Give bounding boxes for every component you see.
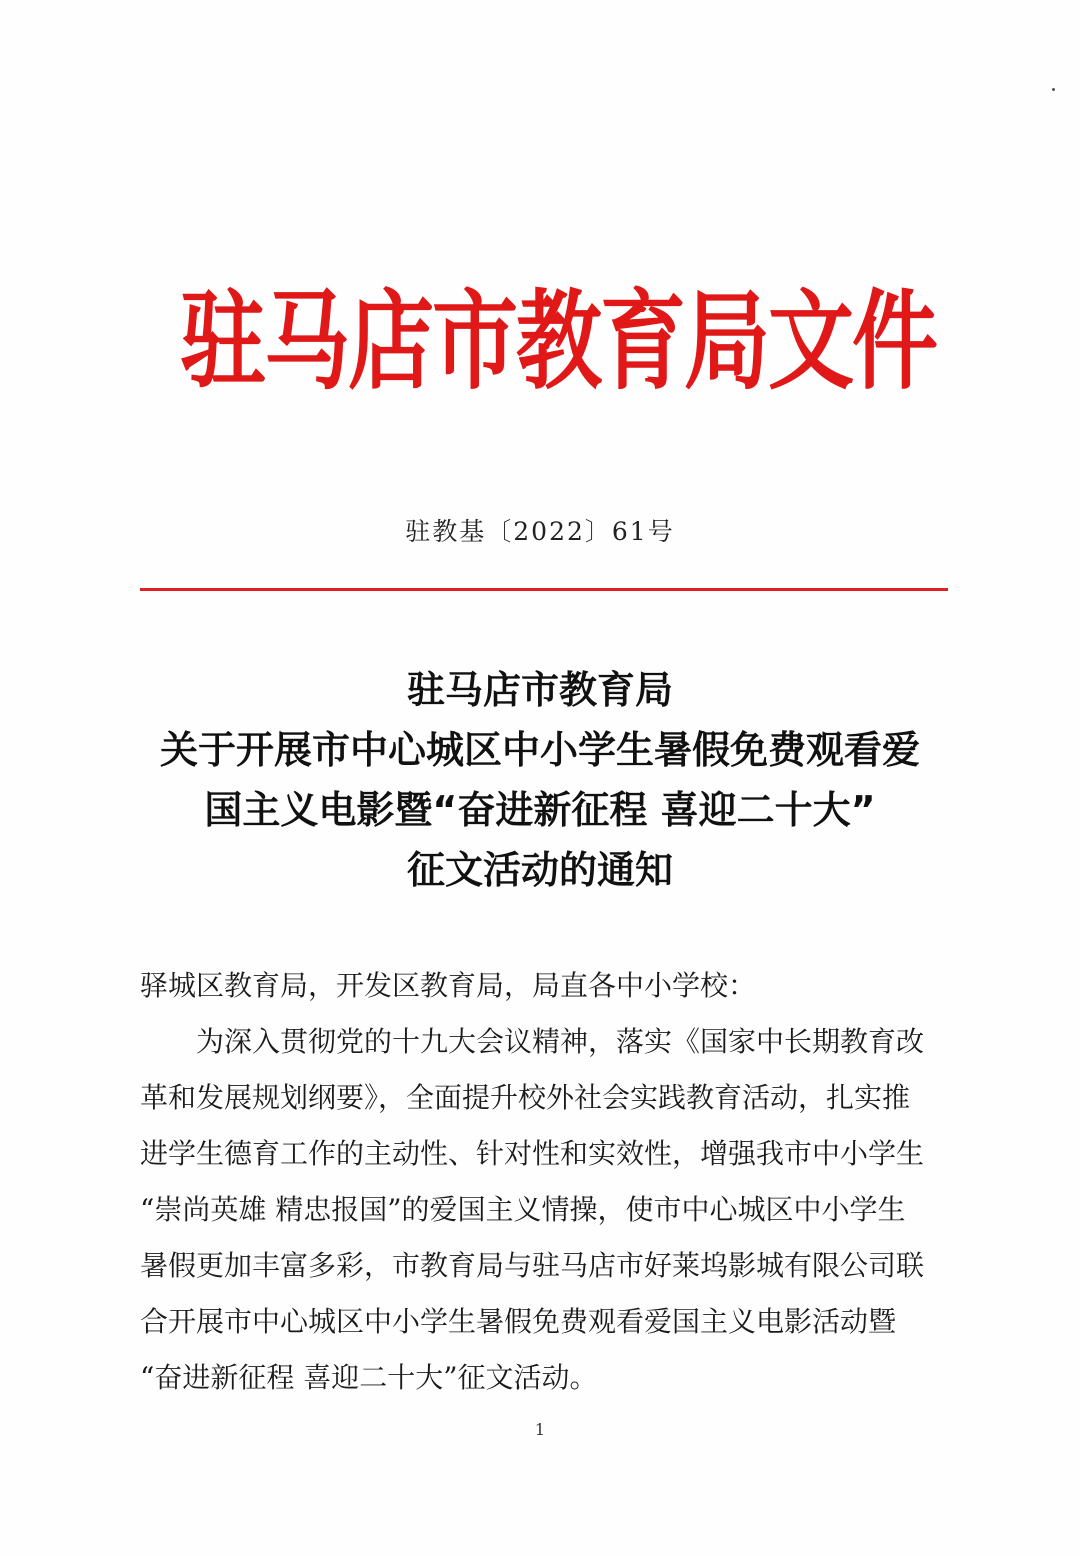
page-number: 1	[534, 1420, 546, 1439]
red-divider-line	[140, 588, 948, 591]
paragraph-line: 进学生德育工作的主动性、针对性和实效性，增强我市中小学生	[140, 1137, 925, 1170]
paragraph-line: 革和发展规划纲要》，全面提升校外社会实践教育活动，扎实推	[140, 1081, 911, 1114]
notice-body	[140, 958, 972, 1406]
title-line-subject-cont: 国主义电影暨“奋进新征程 喜迎二十大”	[204, 788, 876, 832]
recipients-line: 驿城区教育局，开发区教育局，局直各中小学校：	[140, 969, 757, 1002]
paragraph-line: 合开展市中心城区中小学生暑假免费观看爱国主义电影活动暨	[140, 1305, 897, 1338]
masthead-title: 驻马店市教育局文件	[180, 279, 936, 405]
title-line-subject: 关于开展市中心城区中小学生暑假免费观看爱	[159, 728, 920, 772]
paragraph-line: 暑假更加丰富多彩，市教育局与驻马店市好莱坞影城有限公司联	[140, 1249, 925, 1282]
paragraph-line: 为深入贯彻党的十九大会议精神，落实《国家中长期教育改	[196, 1025, 925, 1058]
title-line-issuer: 驻马店市教育局	[406, 668, 673, 712]
document-number: 驻教基〔2022〕61号	[405, 517, 675, 546]
title-line-notice: 征文活动的通知	[406, 848, 673, 892]
paragraph-line: “奋进新征程 喜迎二十大”征文活动。	[140, 1361, 598, 1394]
paragraph-line: “崇尚英雄 精忠报国”的爱国主义情操，使市中心城区中小学生	[140, 1193, 906, 1226]
scan-speck	[1052, 88, 1055, 91]
notice-title	[120, 660, 960, 900]
